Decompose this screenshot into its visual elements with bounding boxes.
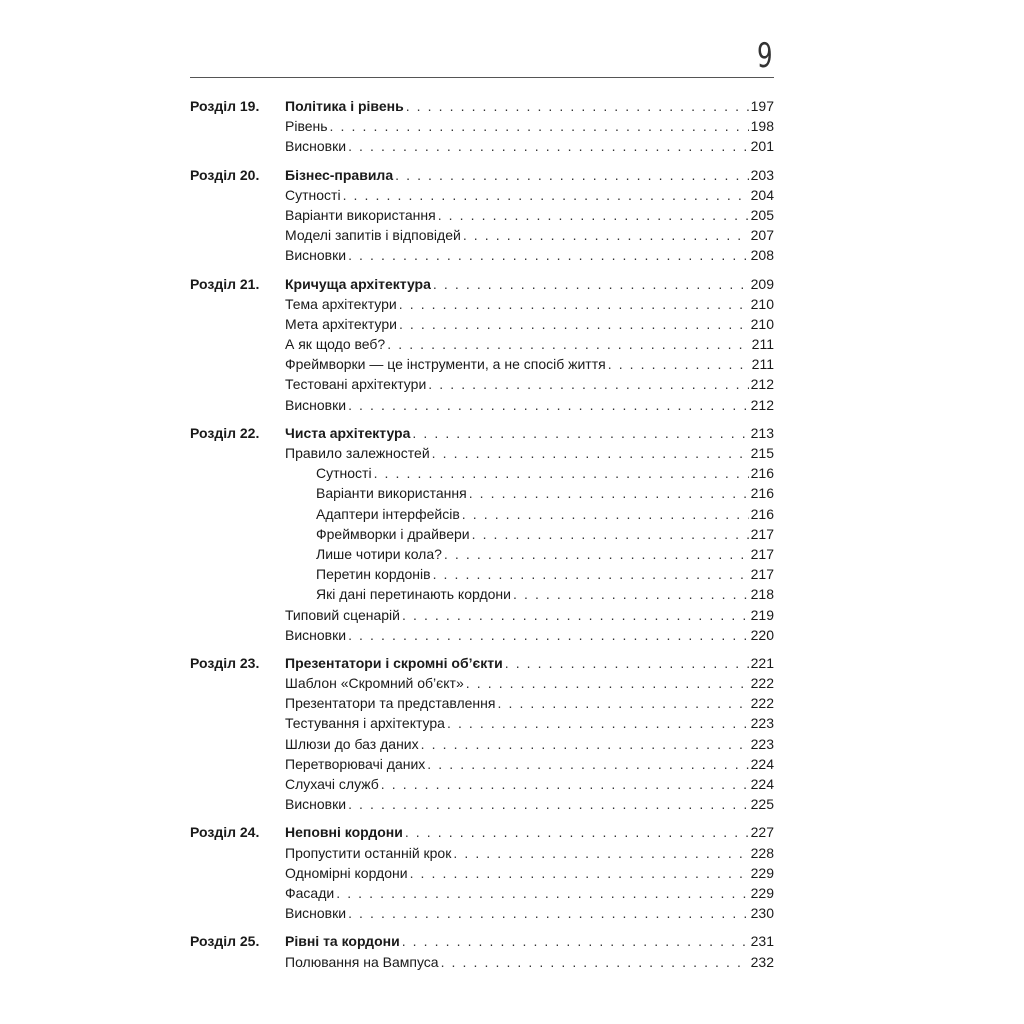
dot-leader — [447, 713, 749, 733]
dot-leader — [348, 903, 749, 923]
toc-section-row — [190, 693, 774, 713]
section-page-number: 217 — [750, 566, 774, 583]
chapter-title: Бізнес-правила — [285, 166, 394, 183]
dot-leader — [438, 205, 749, 225]
toc-chapter-row — [190, 96, 774, 116]
header-rule — [190, 77, 774, 78]
chapter-label: Розділ 24. — [190, 824, 260, 841]
section-title: Тема архітектури — [285, 295, 397, 312]
toc-section-row — [190, 863, 774, 883]
chapter-page-number: 221 — [750, 654, 774, 671]
section-page-number: 216 — [750, 485, 774, 502]
dot-leader — [441, 952, 749, 972]
dot-leader — [395, 165, 749, 185]
section-page-number: 212 — [750, 396, 774, 413]
toc-section-row — [190, 314, 774, 334]
toc-section-row — [190, 883, 774, 903]
section-page-number: 210 — [750, 295, 774, 312]
toc-chapter-row — [190, 274, 774, 294]
section-page-number: 208 — [750, 247, 774, 264]
section-page-number: 217 — [750, 545, 774, 562]
dot-leader — [505, 653, 749, 673]
toc-section-row — [190, 843, 774, 863]
subsection-title: Сутності — [316, 465, 372, 482]
section-title: Висновки — [285, 138, 347, 155]
toc-section-row — [190, 504, 774, 524]
section-page-number: 229 — [750, 864, 774, 881]
toc-section-row — [190, 443, 774, 463]
toc-chapter — [190, 653, 774, 815]
dot-leader — [405, 822, 749, 842]
toc-section-row — [190, 334, 774, 354]
chapter-label: Розділ 19. — [190, 98, 260, 114]
section-page-number: 222 — [750, 695, 774, 712]
toc-section-row — [190, 794, 774, 814]
dot-leader — [343, 185, 749, 205]
section-page-number: 224 — [750, 755, 774, 772]
dot-leader — [513, 584, 749, 604]
section-page-number: 229 — [750, 884, 774, 901]
section-page-number: 216 — [750, 505, 774, 522]
toc-section-row — [190, 952, 774, 972]
table-of-contents — [190, 96, 774, 980]
dot-leader — [406, 96, 749, 116]
chapter-page-number: 197 — [750, 98, 774, 114]
chapter-title: Політика і рівень — [285, 98, 404, 114]
toc-chapter-row — [190, 931, 774, 951]
toc-chapter — [190, 165, 774, 266]
toc-chapter-row — [190, 423, 774, 443]
chapter-label: Розділ 23. — [190, 654, 260, 671]
dot-leader — [433, 274, 749, 294]
subsection-title: Варіанти використання — [316, 485, 467, 502]
chapter-label: Розділ 21. — [190, 275, 260, 292]
dot-leader — [387, 334, 749, 354]
section-title: А як щодо веб? — [285, 336, 386, 353]
dot-leader — [421, 734, 749, 754]
section-page-number: 205 — [750, 206, 774, 223]
chapter-page-number: 203 — [750, 166, 774, 183]
toc-section-row — [190, 754, 774, 774]
dot-leader — [336, 883, 748, 903]
section-title: Тестування і архітектура — [285, 715, 445, 732]
toc-section-row — [190, 524, 774, 544]
dot-leader — [444, 544, 749, 564]
dot-leader — [472, 524, 749, 544]
chapter-title: Кричуща архітектура — [285, 275, 431, 292]
section-page-number: 220 — [750, 626, 774, 643]
subsection-title: Лише чотири кола? — [316, 545, 442, 562]
dot-leader — [463, 225, 749, 245]
toc-section-row — [190, 136, 774, 156]
chapter-title: Презентатори і скромні об’єкти — [285, 654, 503, 671]
section-title: Одномірні кордони — [285, 864, 408, 881]
dot-leader — [402, 931, 749, 951]
section-title: Сутності — [285, 186, 341, 203]
toc-chapter-row — [190, 165, 774, 185]
toc-section-row — [190, 544, 774, 564]
section-title: Полювання на Вампуса — [285, 953, 439, 970]
toc-section-row — [190, 605, 774, 625]
chapter-label: Розділ 22. — [190, 424, 260, 441]
toc-section-row — [190, 116, 774, 136]
section-title: Моделі запитів і відповідей — [285, 227, 461, 244]
toc-section-row — [190, 713, 774, 733]
section-page-number: 232 — [750, 953, 774, 970]
toc-section-row — [190, 374, 774, 394]
toc-section-row — [190, 354, 774, 374]
toc-section-row — [190, 734, 774, 754]
chapter-title: Неповні кордони — [285, 824, 403, 841]
toc-section-row — [190, 185, 774, 205]
section-page-number: 216 — [750, 465, 774, 482]
section-title: Правило залежностей — [285, 445, 430, 461]
dot-leader — [348, 794, 749, 814]
section-title: Типовий сценарій — [285, 606, 400, 623]
section-page-number: 215 — [750, 445, 774, 461]
section-page-number: 198 — [750, 118, 774, 135]
toc-section-row — [190, 625, 774, 645]
toc-chapter — [190, 423, 774, 645]
toc-section-row — [190, 673, 774, 693]
dot-leader — [608, 354, 750, 374]
dot-leader — [469, 483, 749, 503]
section-page-number: 224 — [750, 776, 774, 792]
dot-leader — [402, 605, 749, 625]
toc-chapter — [190, 822, 774, 923]
section-title: Висновки — [285, 247, 347, 264]
section-title: Мета архітектури — [285, 315, 397, 332]
subsection-title: Фреймворки і драйвери — [316, 525, 470, 542]
section-page-number: 218 — [750, 586, 774, 603]
dot-leader — [428, 374, 748, 394]
dot-leader — [433, 564, 749, 584]
section-page-number: 211 — [751, 356, 774, 373]
toc-chapter — [190, 274, 774, 415]
section-title: Слухачі служб — [285, 776, 379, 792]
toc-section-row — [190, 774, 774, 794]
section-title: Презентатори та представлення — [285, 695, 496, 712]
toc-section-row — [190, 395, 774, 415]
dot-leader — [462, 504, 749, 524]
toc-section-row — [190, 903, 774, 923]
dot-leader — [412, 423, 748, 443]
chapter-label: Розділ 20. — [190, 166, 260, 183]
dot-leader — [381, 774, 749, 794]
dot-leader — [330, 116, 749, 136]
section-page-number: 223 — [750, 715, 774, 732]
dot-leader — [348, 245, 749, 265]
chapter-page-number: 209 — [750, 275, 774, 292]
chapter-page-number: 227 — [750, 824, 774, 841]
chapter-title: Рівні та кордони — [285, 933, 400, 950]
section-title: Тестовані архітектури — [285, 376, 427, 393]
section-page-number: 211 — [751, 336, 774, 353]
dot-leader — [348, 136, 749, 156]
section-page-number: 210 — [750, 315, 774, 332]
section-title: Шаблон «Скромний об’єкт» — [285, 675, 464, 692]
toc-section-row — [190, 294, 774, 314]
chapter-title: Чиста архітектура — [285, 424, 411, 441]
toc-section-row — [190, 205, 774, 225]
section-page-number: 212 — [750, 376, 774, 393]
section-title: Висновки — [285, 396, 347, 413]
page-number: 9 — [757, 36, 773, 76]
dot-leader — [410, 863, 749, 883]
section-title: Висновки — [285, 796, 347, 813]
section-title: Пропустити останній крок — [285, 844, 452, 861]
toc-section-row — [190, 245, 774, 265]
section-page-number: 219 — [750, 606, 774, 623]
section-page-number: 223 — [750, 735, 774, 752]
section-title: Шлюзи до баз даних — [285, 735, 419, 752]
section-title: Варіанти використання — [285, 206, 436, 223]
section-title: Фасади — [285, 884, 335, 901]
toc-chapter — [190, 96, 774, 157]
dot-leader — [466, 673, 749, 693]
toc-chapter — [190, 931, 774, 971]
chapter-page-number: 213 — [750, 424, 774, 441]
subsection-title: Адаптери інтерфейсів — [316, 505, 460, 522]
section-page-number: 225 — [750, 796, 774, 813]
section-page-number: 207 — [750, 227, 774, 244]
toc-chapter-row — [190, 653, 774, 673]
section-title: Висновки — [285, 905, 347, 922]
section-page-number: 217 — [750, 525, 774, 542]
subsection-title: Які дані перетинають кордони — [316, 586, 511, 603]
dot-leader — [427, 754, 748, 774]
dot-leader — [374, 463, 749, 483]
section-title: Висновки — [285, 626, 347, 643]
dot-leader — [432, 443, 749, 463]
chapter-label: Розділ 25. — [190, 933, 260, 950]
toc-section-row — [190, 483, 774, 503]
section-page-number: 204 — [750, 186, 774, 203]
toc-section-row — [190, 584, 774, 604]
subsection-title: Перетин кордонів — [316, 566, 431, 583]
section-title: Перетворювачі даних — [285, 755, 426, 772]
section-page-number: 228 — [750, 844, 774, 861]
dot-leader — [453, 843, 748, 863]
toc-chapter-row — [190, 822, 774, 842]
toc-section-row — [190, 225, 774, 245]
dot-leader — [399, 314, 749, 334]
toc-section-row — [190, 564, 774, 584]
dot-leader — [497, 693, 748, 713]
chapter-page-number: 231 — [750, 933, 774, 950]
dot-leader — [348, 395, 749, 415]
section-page-number: 201 — [750, 138, 774, 155]
section-page-number: 222 — [750, 675, 774, 692]
dot-leader — [399, 294, 749, 314]
section-title: Фреймворки — це інструменти, а не спосіб життя — [285, 356, 606, 373]
section-page-number: 230 — [750, 905, 774, 922]
toc-section-row — [190, 463, 774, 483]
dot-leader — [348, 625, 749, 645]
section-title: Рівень — [285, 118, 328, 135]
